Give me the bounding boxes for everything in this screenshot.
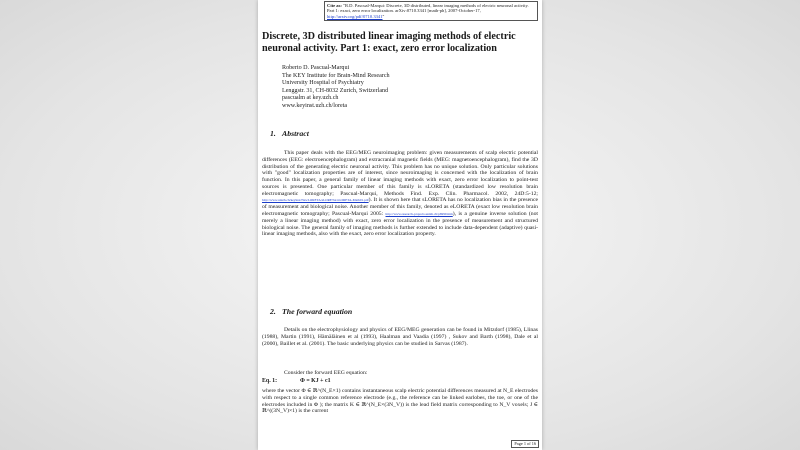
abstract-text-3: ), is a genuine inverse solution (not merely a linear imaging method) with exact, zero error localization in the presence of measurement and structured biological noise. The general family of imaging methods is further extended to include data-dependent (adaptive) quasi-linear imaging methods, also with the exact, zero error localization property.: [262, 211, 538, 238]
citation-text: "R.D. Pascual-Marqui: Discrete, 3D distributed, linear imaging methods of electric neuronal activity. Part 1: exact, zero error localization. arXiv:0710.3341 [math-ph], 2007-October-17,: [327, 3, 529, 14]
pdf-page: [258, 0, 542, 450]
section-number: 1.: [270, 129, 276, 138]
abstract-link-sloreta[interactable]: http://www.unizh.ch/keyinst/NewLORETA/sLORETA/sLORETA-Math01.pdf: [262, 198, 369, 203]
section-number: 2.: [270, 307, 276, 316]
page-number: Page 1 of 16: [511, 440, 539, 448]
abstract-paragraph: [262, 150, 538, 238]
citation-label: Cite as:: [327, 3, 342, 8]
author-affiliation-1: The KEY Institute for Brain-Mind Research: [282, 72, 390, 79]
author-website: www.keyinst.uzh.ch/loreta: [282, 102, 348, 109]
citation-close: ": [382, 13, 385, 19]
author-affiliation-2: University Hospital of Psychiatry: [282, 80, 364, 87]
abstract-link-eloreta[interactable]: http://www.research-projects.unizh.ch/p6990.htm: [385, 212, 453, 217]
paper-title: Discrete, 3D distributed linear imaging methods of electric neuronal activity. Part 1: exact, zero error localization: [262, 31, 516, 55]
author-email: pascualm at key.uzh.ch: [282, 95, 339, 102]
author-name: Roberto D. Pascual-Marqui: [282, 65, 350, 71]
equation: Φ = KJ + c1: [300, 378, 331, 384]
citation-box: [324, 1, 538, 21]
citation-link[interactable]: http://arxiv.org/pdf/0710.3341: [327, 13, 383, 19]
section-title: The forward equation: [282, 307, 353, 316]
author-address: Lenggstr. 31, CH-8032 Zurich, Switzerland: [282, 87, 389, 94]
abstract-text-1: This paper deals with the EEG/MEG neuroimaging problem: given measurements of scalp electric potential differences (EEG: electroencephalogram) and extracranial magnetic fields (MEG: magnetoencephalogram), find the 3D distribution of the generating electric neuronal activity. This problem has no unique solution. Only particular solutions with "good" localization properties are of interest, since neuroimaging is concerned with the localization of brain function. In this paper, a general family of linear imaging methods with exact, zero error localization to point-test sources is presented. One particular member of this family is sLORETA (standardized low resolution brain electromagnetic tomography; Pascual-Marqui, Methods Find. Exp. Clin. Pharmacol. 2002, 24D:5-12;: [262, 150, 538, 197]
abstract-text-2: ). It is shown here that sLORETA has no localization bias in the presence of measurement and biological noise. Another member of this family, denoted as eLORETA (exact low resolution brain electromagnetic tomography; Pascual-Marqui 2005:: [262, 197, 538, 218]
forward-paragraph-2: Consider the forward EEG equation:: [284, 370, 368, 376]
equation-label: Eq. 1:: [262, 378, 278, 384]
forward-paragraph-1: Details on the electrophysiology and physics of EEG/MEG generation can be found in Mitzdorf (1985), Llinas (1988), Martin (1991), Hämäläinen et al (1993), Haalman and Vaadia (1997) , Sukov and Barth (1998), Dale et al (2000), Baillet et al. (2001). The basic underlying physics can be studied in Sarvas (1987).: [262, 327, 538, 347]
section-heading-forward-equation: [270, 307, 352, 316]
section-title: Abstract: [282, 129, 309, 138]
author-block: [282, 65, 522, 111]
forward-paragraph-3: where the vector Φ ∈ ℝ^(N_E×1) contains instantaneous scalp electric potential differences measured at N_E electrodes with respect to a single common reference electrode (e.g., the reference can be linked earlobes, the toe, or one of the electrodes included in Φ ); the matrix K ∈ ℝ^(N_E×(3N_V)) is the lead field matrix corresponding to N_V voxels; J ∈ ℝ^((3N_V)×1) is the current: [262, 388, 538, 415]
section-heading-abstract: [270, 129, 309, 138]
equation-row: [262, 378, 331, 384]
